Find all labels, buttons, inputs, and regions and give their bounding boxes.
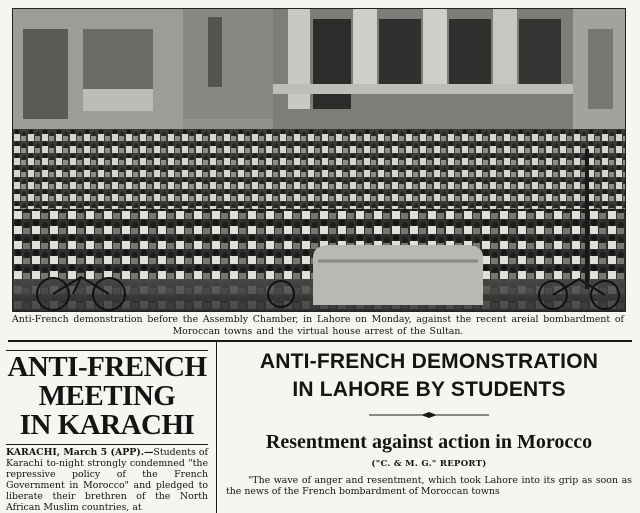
diamond-rule-icon xyxy=(369,412,489,418)
left-headline-line2: MEETING xyxy=(38,380,176,412)
left-story xyxy=(6,350,208,513)
section-divider xyxy=(8,340,632,342)
right-headline-line1: ANTI-FRENCH DEMONSTRATION xyxy=(259,350,599,373)
right-headline xyxy=(226,348,632,404)
photo-caption: Anti-French demonstration before the Assembly Chamber, in Lahore on Monday, against the recent areial bombardment of Moroccan towns and the virtual house arrest of the Sultan. xyxy=(12,314,624,337)
left-story-body xyxy=(6,447,208,513)
right-story xyxy=(226,348,632,497)
crowd-photo-icon xyxy=(13,9,625,311)
left-body-text: Students of Karachi to-night strongly condemned "the repressive policy of the French Government in Morocco" and pledged to liberate their brethren of the North African Muslim countries, at xyxy=(6,447,208,513)
left-headline-rule xyxy=(6,444,208,445)
left-dateline: KARACHI, March 5 (APP).— xyxy=(6,447,154,458)
left-headline-line3: IN KARACHI xyxy=(19,409,195,441)
right-story-body: "The wave of anger and resentment, which took Lahore into its grip as soon as the news of the French bombardment of Moroccan towns xyxy=(226,475,632,497)
news-photo xyxy=(12,8,626,312)
left-headline xyxy=(6,353,208,440)
left-headline-box xyxy=(6,350,208,440)
right-subhead: Resentment against action in Morocco xyxy=(265,431,593,453)
column-divider xyxy=(216,342,217,513)
right-headline-line2: IN LAHORE BY STUDENTS xyxy=(292,378,566,401)
left-headline-line1: ANTI-FRENCH xyxy=(7,351,207,383)
right-byline: ("C. & M. G." REPORT) xyxy=(371,459,487,469)
